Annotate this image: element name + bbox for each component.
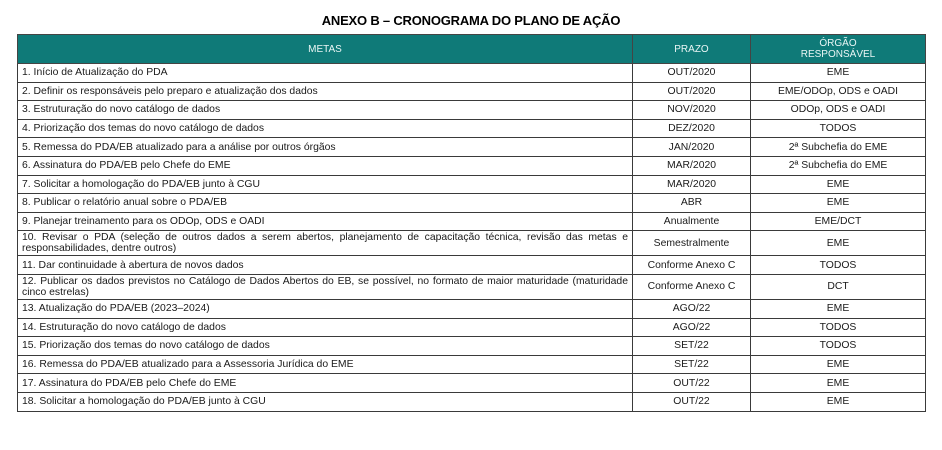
orgao-cell: EME — [751, 175, 926, 194]
orgao-cell: TODOS — [751, 119, 926, 138]
prazo-cell: DEZ/2020 — [633, 119, 751, 138]
orgao-cell: EME/DCT — [751, 212, 926, 231]
orgao-cell: TODOS — [751, 337, 926, 356]
orgao-cell: EME — [751, 231, 926, 256]
prazo-cell: AGO/22 — [633, 299, 751, 318]
orgao-cell: TODOS — [751, 318, 926, 337]
prazo-cell: Semestralmente — [633, 231, 751, 256]
header-orgao-line1: ÓRGÃO — [819, 38, 857, 49]
orgao-cell: EME — [751, 64, 926, 83]
meta-cell: 14. Estruturação do novo catálogo de dados — [18, 318, 633, 337]
document-title: ANEXO B – CRONOGRAMA DO PLANO DE AÇÃO — [321, 13, 621, 28]
table-row — [18, 337, 926, 356]
orgao-cell: TODOS — [751, 256, 926, 275]
header-orgao-line2: RESPONSÁVEL — [800, 49, 876, 60]
orgao-cell: EME/ODOp, ODS e OADI — [751, 82, 926, 101]
meta-cell: 2. Definir os responsáveis pelo preparo e atualização dos dados — [18, 82, 633, 101]
orgao-cell: 2ª Subchefia do EME — [751, 156, 926, 175]
meta-cell: 1. Início de Atualização do PDA — [18, 64, 633, 83]
orgao-cell: ODOp, ODS e OADI — [751, 101, 926, 120]
meta-cell: 4. Priorização dos temas do novo catálogo de dados — [18, 119, 633, 138]
prazo-cell: OUT/2020 — [633, 82, 751, 101]
table-row — [18, 119, 926, 138]
meta-cell: 16. Remessa do PDA/EB atualizado para a Assessoria Jurídica do EME — [18, 355, 633, 374]
meta-cell: 8. Publicar o relatório anual sobre o PDA/EB — [18, 194, 633, 213]
table-row — [18, 194, 926, 213]
orgao-cell: 2ª Subchefia do EME — [751, 138, 926, 157]
meta-cell: 9. Planejar treinamento para os ODOp, ODS e OADI — [18, 212, 633, 231]
orgao-cell: EME — [751, 392, 926, 411]
meta-cell: 5. Remessa do PDA/EB atualizado para a análise por outros órgãos — [18, 138, 633, 157]
prazo-cell: JAN/2020 — [633, 138, 751, 157]
orgao-cell: EME — [751, 355, 926, 374]
orgao-cell: DCT — [751, 274, 926, 299]
prazo-cell: OUT/22 — [633, 392, 751, 411]
table-row — [18, 138, 926, 157]
prazo-cell: Conforme Anexo C — [633, 274, 751, 299]
prazo-cell: NOV/2020 — [633, 101, 751, 120]
prazo-cell: AGO/22 — [633, 318, 751, 337]
prazo-cell: OUT/22 — [633, 374, 751, 393]
meta-cell: 15. Priorização dos temas do novo catálogo de dados — [18, 337, 633, 356]
table-row — [18, 156, 926, 175]
meta-cell: 13. Atualização do PDA/EB (2023–2024) — [18, 299, 633, 318]
header-orgao — [751, 35, 926, 64]
orgao-cell: EME — [751, 194, 926, 213]
prazo-cell: MAR/2020 — [633, 175, 751, 194]
orgao-cell: EME — [751, 374, 926, 393]
meta-cell: 6. Assinatura do PDA/EB pelo Chefe do EME — [18, 156, 633, 175]
table-row — [18, 256, 926, 275]
meta-cell: 12. Publicar os dados previstos no Catálogo de Dados Abertos do EB, se possível, no formato de maior maturidade (maturidade cinco estrelas) — [18, 274, 633, 299]
table-row — [18, 212, 926, 231]
header-metas: METAS — [18, 35, 633, 64]
header-row — [18, 35, 926, 64]
table-row — [18, 82, 926, 101]
meta-cell: 11. Dar continuidade à abertura de novos dados — [18, 256, 633, 275]
orgao-cell: EME — [751, 299, 926, 318]
header-prazo: PRAZO — [633, 35, 751, 64]
table-row — [18, 355, 926, 374]
meta-cell: 3. Estruturação do novo catálogo de dados — [18, 101, 633, 120]
prazo-cell: SET/22 — [633, 355, 751, 374]
table-row — [18, 299, 926, 318]
meta-cell: 17. Assinatura do PDA/EB pelo Chefe do EME — [18, 374, 633, 393]
prazo-cell: OUT/2020 — [633, 64, 751, 83]
meta-cell: 18. Solicitar a homologação do PDA/EB junto à CGU — [18, 392, 633, 411]
table-row — [18, 392, 926, 411]
prazo-cell: SET/22 — [633, 337, 751, 356]
action-plan-table — [17, 34, 926, 412]
table-row — [18, 101, 926, 120]
prazo-cell: Conforme Anexo C — [633, 256, 751, 275]
meta-cell: 10. Revisar o PDA (seleção de outros dados a serem abertos, planejamento de capacitação técnica, revisão das metas e responsabilidades, dentre outros) — [18, 231, 633, 256]
table-row — [18, 64, 926, 83]
meta-cell: 7. Solicitar a homologação do PDA/EB junto à CGU — [18, 175, 633, 194]
table-row — [18, 318, 926, 337]
table-row — [18, 374, 926, 393]
table-row — [18, 274, 926, 299]
table-row — [18, 175, 926, 194]
prazo-cell: Anualmente — [633, 212, 751, 231]
prazo-cell: MAR/2020 — [633, 156, 751, 175]
prazo-cell: ABR — [633, 194, 751, 213]
table-row — [18, 231, 926, 256]
